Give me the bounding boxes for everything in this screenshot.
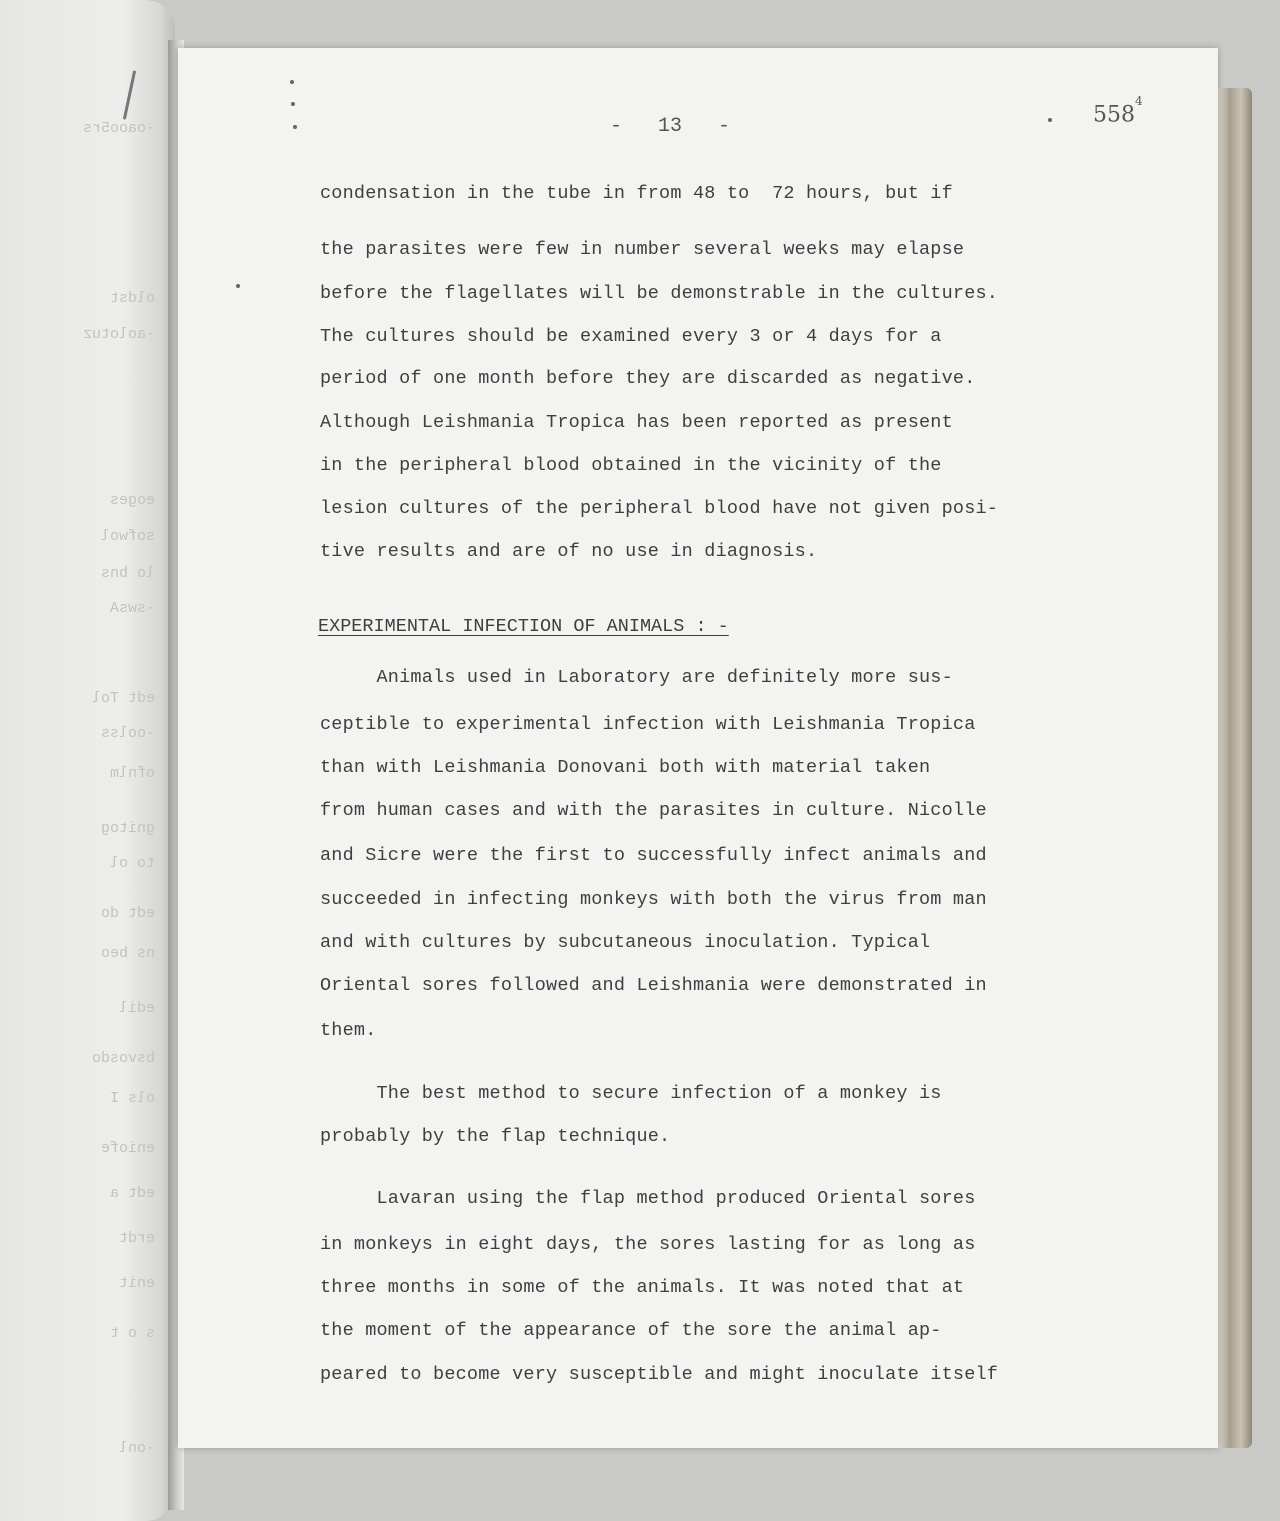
hole-mark: [290, 80, 294, 84]
text-line: in monkeys in eight days, the sores lasting for as long as: [320, 1234, 976, 1255]
text-line: and Sicre were the first to successfully infect animals and: [320, 845, 987, 866]
bleed-through-text: -oaoo5rs: [82, 120, 155, 137]
hole-mark: [236, 284, 240, 288]
bleed-through-text: ofnlm: [109, 765, 155, 782]
text-line: the moment of the appearance of the sore the animal ap-: [320, 1320, 942, 1341]
text-line: probably by the flap technique.: [320, 1126, 671, 1147]
bleed-through-text: edil: [118, 1000, 155, 1017]
bleed-through-text: -aolotuz: [82, 326, 155, 343]
text-line: than with Leishmania Donovani both with material taken: [320, 757, 931, 778]
text-line: tive results and are of no use in diagnosis.: [320, 541, 818, 562]
bleed-through-text: edt a: [109, 1185, 155, 1202]
text-line: before the flagellates will be demonstrable in the cultures.: [320, 283, 999, 304]
bleed-through-text: to ol: [109, 855, 155, 872]
bleed-through-text: enit: [118, 1275, 155, 1292]
bleed-through-text: ns beo: [100, 945, 155, 962]
text-line: The cultures should be examined every 3 or 4 days for a: [320, 326, 942, 347]
text-line: period of one month before they are discarded as negative.: [320, 368, 976, 389]
text-line: The best method to secure infection of a monkey is: [320, 1083, 942, 1104]
bleed-through-text: eniofe: [100, 1140, 155, 1157]
hole-mark: [291, 102, 295, 106]
section-heading-title: EXPERIMENTAL INFECTION OF ANIMALS: [318, 616, 685, 637]
bleed-through-text: ols I: [109, 1090, 155, 1107]
text-line: ceptible to experimental infection with Leishmania Tropica: [320, 714, 976, 735]
bleed-through-text: bsvosdo: [91, 1050, 155, 1067]
bleed-through-text: edt Tol: [91, 690, 155, 707]
text-line: condensation in the tube in from 48 to 72 hours, but if: [320, 183, 953, 204]
text-line: Oriental sores followed and Leishmania were demonstrated in: [320, 975, 987, 996]
bleed-through-text: s o t: [109, 1325, 155, 1342]
folio-number: $558^4$: [1093, 94, 1143, 128]
left-facing-page: [0, 0, 175, 1521]
text-line: Animals used in Laboratory are definitely more sus-: [320, 667, 953, 688]
text-line: succeeded in infecting monkeys with both the virus from man: [320, 889, 987, 910]
bleed-through-text: edt do: [100, 905, 155, 922]
text-line: Lavaran using the flap method produced Oriental sores: [320, 1188, 976, 1209]
hole-mark: [1048, 118, 1052, 122]
text-line: Although Leishmania Tropica has been reported as present: [320, 412, 953, 433]
text-line: the parasites were few in number several weeks may elapse: [320, 239, 965, 260]
text-line: peared to become very susceptible and might inoculate itself: [320, 1364, 999, 1385]
hole-mark: [293, 125, 297, 129]
bleed-through-text: -swsA: [109, 600, 155, 617]
text-line: and with cultures by subcutaneous inoculation. Typical: [320, 932, 931, 953]
bleed-through-text: -oolss: [100, 725, 155, 742]
pencil-mark: [123, 70, 136, 120]
bleed-through-text: -onl: [118, 1440, 155, 1457]
text-line: three months in some of the animals. It was noted that at: [320, 1277, 965, 1298]
bleed-through-text: sofwol: [100, 528, 155, 545]
text-line: them.: [320, 1020, 377, 1041]
bleed-through-text: erdt: [118, 1230, 155, 1247]
text-line: lesion cultures of the peripheral blood have not given posi-: [320, 498, 999, 519]
bleed-through-text: eoges: [109, 492, 155, 509]
bleed-through-text: lo bns: [100, 565, 155, 582]
section-heading: [318, 616, 729, 637]
section-heading-suffix: : -: [684, 616, 729, 637]
text-line: in the peripheral blood obtained in the vicinity of the: [320, 455, 942, 476]
page-number: - 13 -: [610, 115, 731, 138]
text-line: from human cases and with the parasites in culture. Nicolle: [320, 800, 987, 821]
bleed-through-text: gnitog: [100, 820, 155, 837]
bleed-through-text: oldst: [109, 290, 155, 307]
